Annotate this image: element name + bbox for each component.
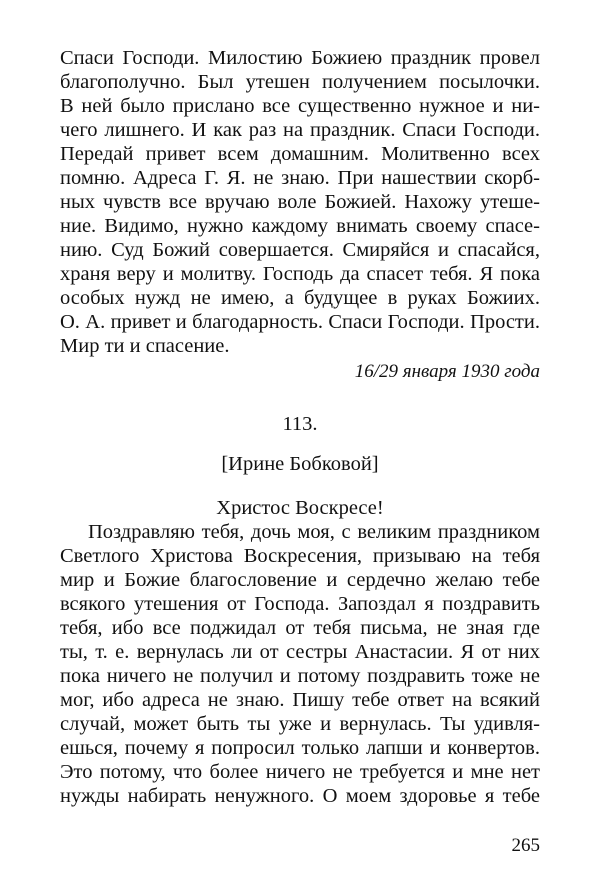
letter-113-line-12: нужды набирать ненужного. О моем здоровье я тебе	[60, 785, 540, 807]
letter-113-line-6: ты, т. е. вернулась ли от сестры Анастасии. Я от них	[60, 641, 540, 663]
letter-112-line-11: особых нужд не имею, а будущее в руках Божиих.	[60, 287, 540, 309]
letter-113-greeting: Христос Воскресе!	[216, 497, 384, 519]
letter-112-line-5: Передай привет всем домашним. Молитвенно всех	[60, 143, 540, 165]
page-number: 265	[511, 835, 540, 856]
letter-112-line-13: Мир ти и спасение.	[60, 335, 230, 357]
letter-113-line-3: мир и Божие благословение и сердечно желаю тебе	[60, 569, 540, 591]
letter-113-line-7: пока ничего не получил и потому поздравить тоже не	[60, 665, 540, 687]
letter-113-line-1: Поздравляю тебя, дочь моя, с великим праздником	[88, 521, 540, 543]
letter-113-line-4: всякого утешения от Господа. Запоздал я поздравить	[60, 593, 540, 615]
letter-113-line-10: ешься, почему я попросил только лапши и конвертов.	[60, 737, 540, 759]
letter-112-line-7: ных чувств все вручаю воле Божией. Нахожу утеше-	[60, 191, 540, 213]
letter-112-line-2: благополучно. Был утешен получением посылочки.	[60, 71, 540, 93]
letter-113-line-11: Это потому, что более ничего не требуется и мне нет	[60, 761, 540, 783]
letter-113-number: 113.	[282, 413, 318, 435]
letter-113-line-5: тебя, ибо все поджидал от тебя письма, не зная где	[60, 617, 540, 639]
letter-112-line-6: помню. Адреса Г. Я. не знаю. При нашествии скорб-	[60, 167, 540, 189]
letter-113-line-2: Светлого Христова Воскресения, призываю на тебя	[60, 545, 540, 567]
letter-112-line-4: чего лишнего. И как раз на праздник. Спаси Господи.	[60, 119, 540, 141]
letter-112-line-9: нию. Суд Божий совершается. Смиряйся и спасайся,	[60, 239, 540, 261]
letter-113-recipient: [Ирине Бобковой]	[221, 453, 379, 475]
letter-112-line-8: ние. Видимо, нужно каждому внимать своему спасе-	[60, 215, 540, 237]
letter-112-line-12: О. А. привет и благодарность. Спаси Господи. Прости.	[60, 311, 540, 333]
letter-112-line-3: В ней было прислано все существенно нужное и ни-	[60, 95, 540, 117]
letter-113-line-9: случай, может быть ты уже и вернулась. Ты удивля-	[60, 713, 540, 735]
letter-112-line-10: храня веру и молитву. Господь да спасет тебя. Я пока	[60, 263, 540, 285]
letter-113-line-8: мог, ибо адреса не знаю. Пишу тебе ответ на всякий	[60, 689, 540, 711]
letter-112-date: 16/29 января 1930 года	[354, 361, 540, 382]
letter-112-line-1: Спаси Господи. Милостию Божиею праздник провел	[60, 47, 540, 69]
